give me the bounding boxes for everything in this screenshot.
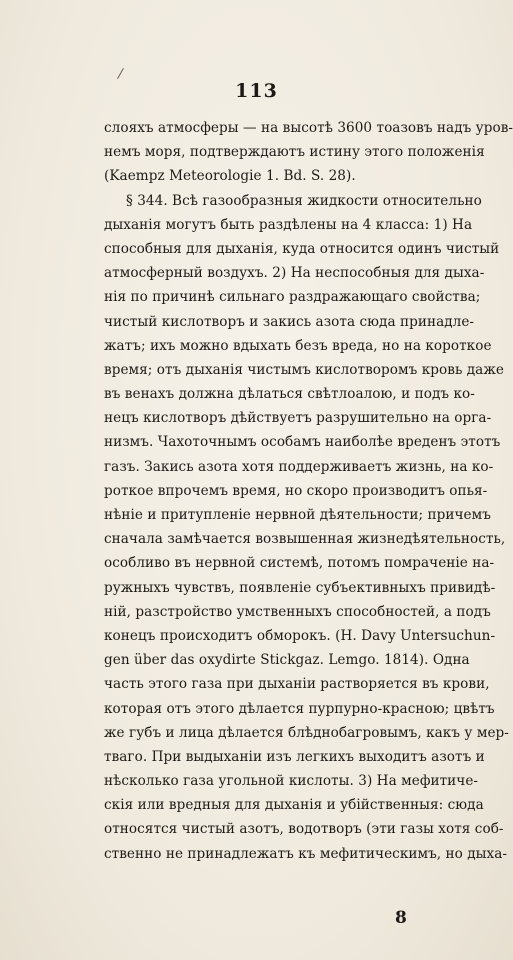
text-line: § 344. Всѣ газообразныя жидкости относительно [126, 192, 482, 209]
text-line: часть этого газа при дыханіи растворяется въ крови, [104, 676, 490, 693]
text-line: ній, разстройство умственныхъ способностей, а подъ [104, 603, 491, 620]
text-line: ружныхъ чувствъ, появленіе субъективныхъ привидѣ- [104, 579, 496, 596]
text-line: способныя для дыханія, куда относится одинъ чистый [104, 240, 500, 257]
text-line: которая отъ этого дѣлается пурпурно-красною; цвѣтъ [104, 700, 495, 717]
text-line: gen über das oxydirte Stickgaz. Lemgo. 1814). Одна [104, 652, 470, 669]
text-line: немъ моря, подтверждаютъ истину этого положенія [104, 144, 485, 161]
text-line: конецъ происходитъ обморокъ. (H. Davy Untersuchun- [104, 627, 496, 644]
pencil-mark: / [116, 65, 125, 83]
text-line: нецъ кислотворъ дѣйствуетъ разрушительно на орга- [104, 410, 492, 427]
text-line: роткое впрочемъ время, но скоро производитъ опья- [104, 482, 488, 499]
text-line: дыханія могутъ быть раздѣлены на 4 класса: 1) На [104, 216, 473, 233]
text-line: особливо въ нервной системѣ, потомъ помраченіе на- [104, 555, 495, 572]
text-line: тваго. При выдыханіи изъ легкихъ выходитъ азотъ и [104, 748, 485, 765]
body-text [104, 116, 513, 866]
text-line: въ венахъ должна дѣлаться свѣтлоалою, и подъ ко- [104, 386, 475, 403]
page-number: 113 [235, 80, 278, 102]
text-line: нѣніе и притупленіе нервной дѣятельности; причемъ [104, 507, 491, 523]
text-line: относятся чистый азотъ, водотворъ (эти газы хотя соб- [104, 821, 504, 838]
text-line: сначала замѣчается возвышенная жизнедѣятельность, [104, 531, 506, 548]
text-line: слояхъ атмосферы — на высотѣ 3600 тоазовъ надъ уров- [104, 120, 513, 136]
signature-mark: 8 [395, 908, 407, 928]
text-line: ственно не принадлежатъ къ мефитическимъ, но дыха- [104, 845, 508, 862]
text-line: скія или вредныя для дыханія и убійственныя: сюда [104, 797, 484, 814]
text-line: время; отъ дыханія чистымъ кислотворомъ кровь даже [104, 361, 504, 378]
text-line: нія по причинѣ сильнаго раздражающаго свойства; [104, 289, 481, 306]
text-line: чистый кислотворъ и закись азота сюда принадле- [104, 313, 475, 330]
text-line: же губъ и лица дѣлается блѣднобагровымъ, какъ у мер- [104, 724, 509, 741]
text-line: атмосферный воздухъ. 2) На неспособныя для дыха- [104, 265, 485, 282]
text-line: нѣсколько газа угольной кислоты. 3) На мефитиче- [104, 773, 479, 790]
text-line: низмъ. Чахоточнымъ особамъ наиболѣе вреденъ этотъ [104, 434, 501, 451]
text-line: жатъ; ихъ можно вдыхать безъ вреда, но на короткое [104, 337, 492, 354]
text-line: (Kaempz Meteorologie 1. Bd. S. 28). [104, 168, 356, 185]
text-line: газъ. Закись азота хотя поддерживаетъ жизнь, на ко- [104, 458, 494, 475]
